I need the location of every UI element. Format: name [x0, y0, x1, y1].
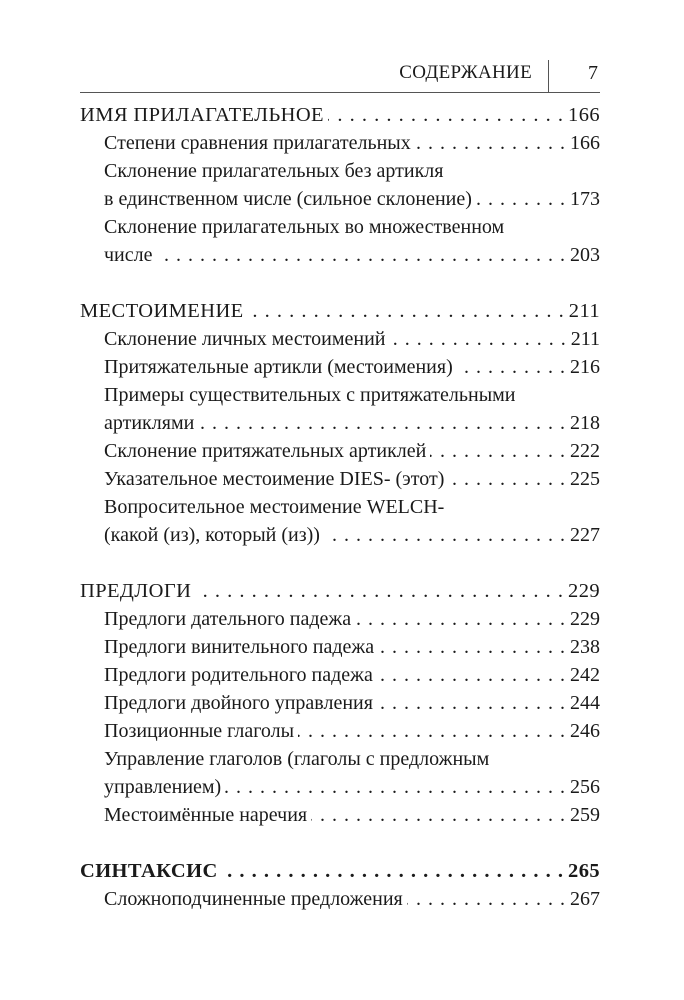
entry-page: 244 [570, 692, 600, 714]
toc-entry-line [80, 157, 600, 185]
entry-page: 173 [570, 188, 600, 210]
page-number: 7 [588, 62, 598, 84]
dot-leader [298, 717, 566, 745]
toc-entry-line [80, 409, 600, 437]
toc-section-heading [80, 101, 600, 129]
entry-text: Примеры существительных с притяжательными [104, 384, 516, 406]
dot-leader [448, 465, 566, 493]
entry-page: 203 [570, 244, 600, 266]
dot-leader [430, 437, 566, 465]
dot-leader [377, 661, 566, 689]
entry-page: 238 [570, 636, 600, 658]
entry-text: артиклями [104, 412, 195, 434]
entry-page: 229 [570, 608, 600, 630]
dot-leader [222, 857, 564, 885]
toc-entry-line [80, 465, 600, 493]
entry-text: Склонение личных местоимений [104, 328, 386, 350]
entry-text: Управление глаголов (глаголы с предложным [104, 748, 490, 770]
toc-section [80, 101, 600, 269]
entry-text: Вопросительное местоимение WELCH- [104, 496, 445, 518]
entry-text: Предлоги родительного падежа [104, 664, 373, 686]
dot-leader [377, 689, 566, 717]
toc-entry-line [80, 129, 600, 157]
entry-page: 256 [570, 776, 600, 798]
entry-text: числе [104, 244, 153, 266]
toc-entry-line [80, 605, 600, 633]
toc-entry-line [80, 745, 600, 773]
toc-entry-line [80, 633, 600, 661]
dot-leader [355, 605, 566, 633]
entry-text: Предлоги винительного падежа [104, 636, 375, 658]
entry-page: 246 [570, 720, 600, 742]
dot-leader [407, 885, 566, 913]
dot-leader [378, 633, 566, 661]
toc-entry-line [80, 885, 600, 913]
entry-text: Степени сравнения прилагательных [104, 132, 411, 154]
dot-leader [415, 129, 566, 157]
toc-entry-line [80, 801, 600, 829]
section-title: ПРЕДЛОГИ [80, 580, 192, 602]
dot-leader [328, 101, 564, 129]
toc-entry-line [80, 689, 600, 717]
entry-page: 222 [570, 440, 600, 462]
toc-entry-line [80, 661, 600, 689]
dot-leader [390, 325, 567, 353]
entry-text: Предлоги двойного управления [104, 692, 373, 714]
section-title: СИНТАКСИС [80, 860, 218, 882]
toc-entry-line [80, 185, 600, 213]
entry-text: Склонение прилагательных во множественном [104, 216, 505, 238]
entry-page: 227 [570, 524, 600, 546]
dot-leader [157, 241, 567, 269]
entry-page: 211 [570, 328, 600, 350]
entry-page: 259 [570, 804, 600, 826]
section-title: ИМЯ ПРИЛАГАТЕЛЬНОЕ [80, 104, 324, 126]
toc-entry-line [80, 717, 600, 745]
toc-entry-line [80, 437, 600, 465]
entry-text: Сложноподчиненные предложения [104, 888, 403, 910]
dot-leader [195, 577, 564, 605]
section-title: МЕСТОИМЕНИЕ [80, 300, 244, 322]
entry-text: Притяжательные артикли (местоимения) [104, 356, 453, 378]
toc-section [80, 577, 600, 829]
toc-section [80, 297, 600, 549]
header-divider [548, 60, 549, 92]
entry-text: Указательное местоимение DIES- (этот) [104, 468, 445, 490]
toc-entry-line [80, 521, 600, 549]
section-page: 229 [568, 580, 600, 602]
toc-section-heading [80, 857, 600, 885]
entry-page: 267 [570, 888, 600, 910]
entry-text: в единственном числе (сильное склонение) [104, 188, 472, 210]
toc-section-heading [80, 297, 600, 325]
toc-section-heading [80, 577, 600, 605]
entry-text: Склонение притяжательных артиклей [104, 440, 427, 462]
entry-text: Предлоги дательного падежа [104, 608, 352, 630]
dot-leader [225, 773, 566, 801]
toc-entry-line [80, 381, 600, 409]
section-page: 166 [568, 104, 600, 126]
entry-page: 225 [570, 468, 600, 490]
dot-leader [311, 801, 566, 829]
dot-leader [198, 409, 566, 437]
dot-leader [324, 521, 566, 549]
toc-entry-line [80, 493, 600, 521]
entry-text: Местоимённые наречия [104, 804, 308, 826]
running-header-title: СОДЕРЖАНИЕ [399, 62, 532, 83]
dot-leader [476, 185, 566, 213]
entry-text: Позиционные глаголы [104, 720, 295, 742]
toc-entry-line [80, 773, 600, 801]
entry-page: 242 [570, 664, 600, 686]
toc-entry-line [80, 241, 600, 269]
section-page: 265 [568, 860, 600, 882]
entry-page: 218 [570, 412, 600, 434]
entry-page: 166 [570, 132, 600, 154]
table-of-contents [80, 101, 600, 941]
dot-leader [248, 297, 565, 325]
entry-text: Склонение прилагательных без артикля [104, 160, 444, 182]
toc-entry-line [80, 353, 600, 381]
toc-entry-line [80, 325, 600, 353]
running-header [80, 56, 600, 93]
toc-entry-line [80, 213, 600, 241]
toc-section [80, 857, 600, 913]
dot-leader [457, 353, 566, 381]
entry-text: (какой (из), который (из)) [104, 524, 320, 546]
entry-page: 216 [570, 356, 600, 378]
section-page: 211 [568, 300, 600, 322]
entry-text: управлением) [104, 776, 222, 798]
